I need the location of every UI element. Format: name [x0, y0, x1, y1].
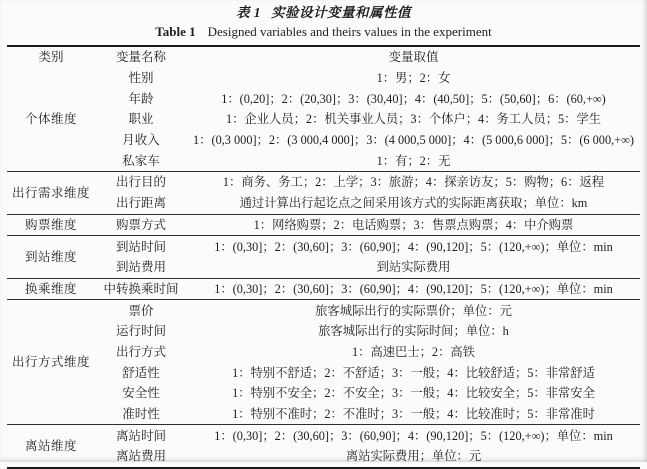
col-header-values: 变量取值: [388, 50, 439, 65]
variable-cell: 私家车: [122, 153, 160, 168]
category-cell: 出行需求维度: [7, 172, 95, 214]
table-row: [7, 257, 640, 278]
table-row: [7, 342, 640, 363]
value-cell: 旅客城际出行的实际时间；单位：h: [318, 324, 509, 339]
value-cell: 1：网络购票；2：电话购票；3：售票点购票；4：中介购票: [187, 214, 640, 236]
variable-cell: 舒适性: [122, 365, 160, 380]
variable-cell: 运行时间: [115, 324, 166, 339]
variable-cell: 月收入: [122, 133, 160, 148]
col-header-variable: 变量名称: [115, 50, 166, 65]
table-row: [7, 214, 640, 236]
table-row: [7, 362, 640, 383]
variable-cell: 到站时间: [95, 236, 187, 257]
table-number-cn: 表 1: [235, 5, 262, 20]
col-header-category: 类别: [38, 50, 64, 65]
category-cell: 购票维度: [7, 214, 95, 236]
variable-cell: 到站费用: [115, 260, 166, 275]
category-cell: 换乘维度: [7, 278, 95, 300]
table-row: [7, 278, 640, 300]
variable-cell: 票价: [95, 300, 187, 321]
value-cell: 1：(0,30]；2：(30,60]；3：(60,90]；4：(90,120]；5：(120,+∞)；单位：min: [187, 278, 640, 300]
table-row: [7, 425, 640, 446]
category-cell: 出行方式维度: [7, 300, 95, 425]
variable-cell: 离站时间: [95, 425, 187, 446]
variable-cell: 出行距离: [115, 196, 166, 211]
variable-cell: 离站费用: [115, 449, 166, 464]
value-cell: 1：(0,3 000]；2：(3 000,4 000]；3：(4 000,5 000]；4：(5 000,6 000]；5：(6 000,+∞): [193, 133, 634, 148]
table-row: [7, 300, 640, 321]
value-cell: 1：(0,20]；2：(20,30]；3：(30,40]；4：(40,50]；5：(50,60]；6：(60,+∞): [221, 91, 606, 106]
table-row: [7, 130, 640, 151]
table-row: [7, 88, 640, 109]
table-row: [7, 68, 640, 89]
variable-cell: 年龄: [128, 91, 154, 106]
table-title-cn-text: 实验设计变量和属性值: [271, 5, 412, 20]
variable-cell: 性别: [128, 71, 154, 86]
variable-cell: 购票方式: [95, 214, 187, 236]
value-cell: 1：男；2：女: [376, 71, 451, 86]
category-cell: 离站维度: [7, 425, 95, 468]
value-cell: 1：特别不舒适；2：不舒适；3：一般；4：比较舒适；5：非常舒适: [232, 365, 595, 380]
value-cell: 旅客城际出行的实际票价；单位：元: [187, 300, 640, 321]
value-cell: 1：特别不安全；2：不安全；3：一般；4：比较安全；5：非常安全: [232, 386, 595, 401]
table-row: [7, 321, 640, 342]
variable-cell: 中转换乘时间: [95, 278, 187, 300]
variable-cell: 安全性: [122, 386, 160, 401]
table-number-en: Table 1: [155, 24, 196, 39]
value-cell: 1：商务、务工；2：上学；3：旅游；4：探亲访友；5：购物；6：返程: [187, 172, 640, 193]
value-cell: 1：有；2：无: [376, 153, 451, 168]
table-row: [7, 236, 640, 257]
variable-cell: 职业: [128, 112, 154, 127]
category-cell: 到站维度: [7, 236, 95, 278]
table-title-cn: [0, 4, 647, 22]
value-cell: 通过计算出行起讫点之间采用该方式的实际距离获取；单位：km: [239, 196, 588, 211]
value-cell: 离站实际费用；单位：元: [345, 449, 482, 464]
value-cell: 1：特别不准时；2：不准时；3：一般；4：比较准时；5：非常准时: [232, 407, 595, 422]
table-row: [7, 193, 640, 214]
table-row: [7, 404, 640, 425]
value-cell: 1：企业人员；2：机关事业人员；3：个体户；4：务工人员；5：学生: [225, 112, 602, 127]
value-cell: 1：(0,30]；2：(30,60]；3：(60,90]；4：(90,120]；5：(120,+∞)；单位：min: [187, 236, 640, 257]
category-cell: 个体维度: [24, 112, 77, 127]
variable-cell: 出行目的: [95, 172, 187, 193]
value-cell: 1：(0,30]；2：(30,60]；3：(60,90]；4：(90,120]；5：(120,+∞)；单位：min: [187, 425, 640, 446]
header-row: [7, 46, 640, 68]
table-row: [7, 150, 640, 171]
table-title-en-text: Designed variables and theirs values in the experiment: [207, 24, 492, 39]
variable-cell: 出行方式: [115, 344, 166, 359]
table-captions: [0, 0, 647, 41]
table-row: [7, 383, 640, 404]
table-title-en: [0, 23, 647, 41]
table-row: [7, 446, 640, 468]
experiment-variables-table: [7, 45, 640, 469]
value-cell: 1：高速巴士；2：高铁: [352, 344, 475, 359]
value-cell: 到站实际费用: [376, 260, 451, 275]
table-row: [7, 172, 640, 193]
table-row: [7, 109, 640, 130]
variable-cell: 准时性: [122, 407, 160, 422]
